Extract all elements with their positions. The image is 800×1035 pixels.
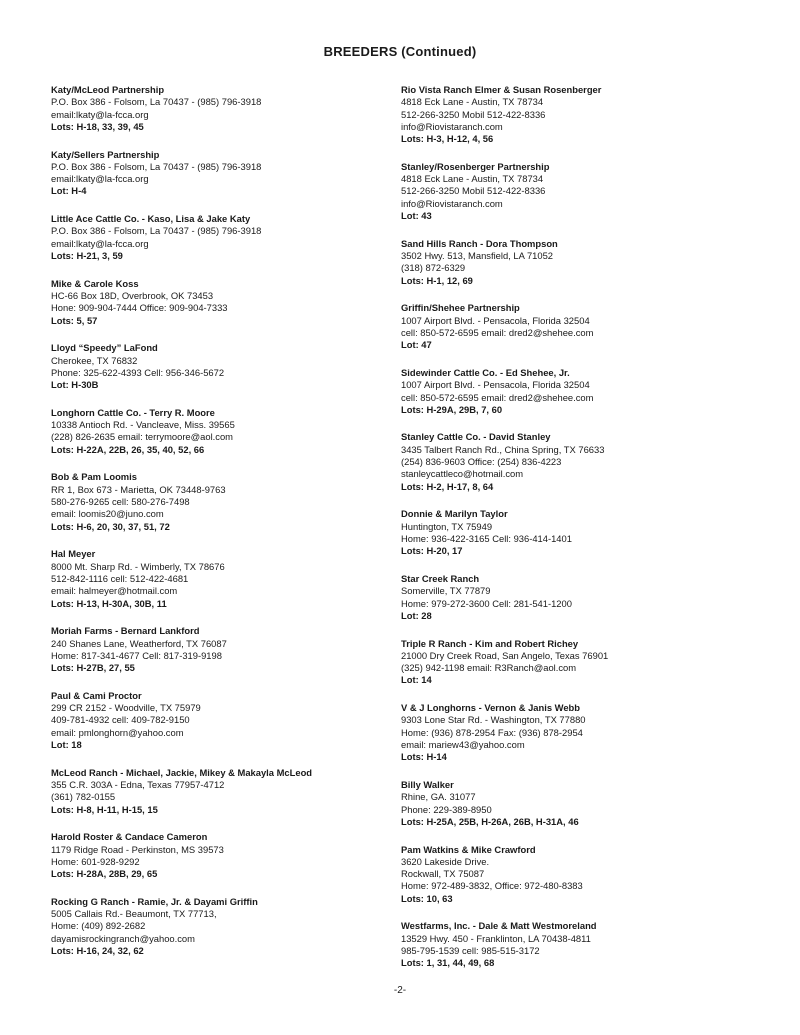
breeder-contact-line: Somerville, TX 77879 — [401, 585, 491, 597]
breeder-contact-line: 512-842-1116 cell: 512-422-4681 — [51, 572, 189, 584]
breeder-contact-line: 4818 Eck Lane - Austin, TX 78734 — [401, 173, 544, 185]
breeder-contact-line: 580-276-9265 cell: 580-276-7498 — [51, 496, 190, 508]
breeder-contact-line: Home: (409) 892-2682 — [51, 920, 146, 932]
breeder-entry — [401, 302, 761, 351]
breeder-name: Westfarms, Inc. - Dale & Matt Westmoreland — [401, 920, 597, 932]
breeder-lots: Lots: H-29A, 29B, 7, 60 — [401, 403, 503, 415]
breeder-contact-line: Rhine, GA. 31077 — [401, 791, 476, 803]
breeder-entry — [51, 896, 411, 957]
breeder-lots: Lot: H-30B — [51, 379, 99, 391]
breeder-lots: Lots: H-28A, 28B, 29, 65 — [51, 868, 158, 880]
breeder-lots: Lots: H-20, 17 — [401, 545, 463, 557]
breeder-contact-line: 409-781-4932 cell: 409-782-9150 — [51, 714, 190, 726]
breeder-contact-line: (228) 826-2635 email: terrymoore@aol.com — [51, 431, 233, 443]
breeder-entry — [51, 342, 411, 391]
breeder-entry — [51, 407, 411, 456]
breeder-lots: Lots: 10, 63 — [401, 892, 453, 904]
page-title: BREEDERS (Continued) — [323, 44, 477, 59]
breeder-name: Rio Vista Ranch Elmer & Susan Rosenberger — [401, 84, 602, 95]
breeder-contact-line: 985-795-1539 cell: 985-515-3172 — [401, 945, 540, 957]
breeder-entry — [51, 278, 411, 327]
breeder-contact-line: 4818 Eck Lane - Austin, TX 78734 — [401, 96, 544, 108]
breeder-lots: Lot: 18 — [51, 738, 82, 750]
breeder-name: Lloyd “Speedy” LaFond — [51, 342, 158, 354]
breeder-entry — [51, 831, 411, 880]
breeder-name: Bob & Pam Loomis — [51, 471, 137, 483]
breeder-contact-line: Home: 817-341-4677 Cell: 817-319-9198 — [51, 649, 222, 661]
breeder-name: McLeod Ranch - Michael, Jackie, Mikey & Makayla McLeod — [51, 766, 313, 778]
breeder-entry — [401, 367, 761, 416]
breeder-contact-line: Home: 972-489-3832, Office: 972-480-8383 — [401, 880, 583, 892]
breeder-contact-line: Phone: 325-622-4393 Cell: 956-346-5672 — [51, 366, 225, 378]
breeder-entry — [51, 149, 411, 198]
breeder-name: Harold Roster & Candace Cameron — [51, 831, 208, 843]
breeder-contact-line: 8000 Mt. Sharp Rd. - Wimberly, TX 78676 — [51, 560, 225, 572]
breeder-entry — [51, 471, 411, 532]
breeder-lots: Lots: H-1, 12, 69 — [401, 274, 473, 286]
breeder-contact-line: email:lkaty@la-fcca.org — [51, 108, 149, 120]
breeder-lots: Lots: H-21, 3, 59 — [51, 250, 123, 262]
breeder-name: V & J Longhorns - Vernon & Janis Webb — [401, 702, 581, 714]
breeder-lots: Lots: H-13, H-30A, 30B, 11 — [51, 597, 167, 609]
breeder-contact-line: 1007 Airport Blvd. - Pensacola, Florida 32504 — [401, 314, 590, 326]
breeder-contact-line: 299 CR 2152 - Woodville, TX 75979 — [51, 702, 201, 714]
breeder-name: Moriah Farms - Bernard Lankford — [51, 625, 200, 637]
breeder-entry — [401, 702, 761, 763]
breeder-lots: Lots: H-2, H-17, 8, 64 — [401, 480, 494, 492]
breeder-contact-line: Rockwall, TX 75087 — [401, 868, 485, 880]
breeder-contact-line: Cherokee, TX 76832 — [51, 354, 138, 366]
breeder-name: Billy Walker — [401, 778, 454, 790]
breeder-entry — [401, 84, 761, 145]
breeder-contact-line: 13529 Hwy. 450 - Franklinton, LA 70438-4811 — [401, 932, 591, 944]
page-number: -2- — [393, 985, 407, 996]
breeder-contact-line: email:lkaty@la-fcca.org — [51, 173, 149, 185]
breeder-contact-line: (254) 836-9603 Office: (254) 836-4223 — [401, 456, 562, 468]
breeder-entry — [401, 161, 761, 222]
breeder-entry — [51, 213, 411, 262]
breeder-contact-line: HC-66 Box 18D, Overbrook, OK 73453 — [51, 290, 214, 302]
breeder-contact-line: (361) 782-0155 — [51, 791, 116, 803]
breeder-lots: Lots: H-14 — [401, 751, 447, 763]
breeder-name: Mike & Carole Koss — [51, 277, 139, 289]
breeder-entry — [51, 548, 411, 609]
breeder-name: Longhorn Cattle Co. - Terry R. Moore — [51, 406, 215, 418]
breeder-contact-line: info@Riovistaranch.com — [401, 197, 503, 209]
breeder-lots: Lots: H-3, H-12, 4, 56 — [401, 133, 494, 145]
breeder-name: Sand Hills Ranch - Dora Thompson — [401, 237, 558, 249]
breeder-lots: Lots: 1, 31, 44, 49, 68 — [401, 957, 495, 969]
breeder-lots: Lots: H-16, 24, 32, 62 — [51, 945, 144, 957]
breeder-entry — [51, 625, 411, 674]
breeder-lots: Lots: H-8, H-11, H-15, 15 — [51, 803, 158, 815]
breeder-lots: Lots: 5, 57 — [51, 314, 98, 326]
breeder-name: Little Ace Cattle Co. - Kaso, Lisa & Jake Katy — [51, 213, 251, 225]
breeder-lots: Lot: 43 — [401, 210, 432, 222]
breeder-contact-line: 512-266-3250 Mobil 512-422-8336 — [401, 108, 546, 120]
breeder-lots: Lots: H-25A, 25B, H-26A, 26B, H-31A, 46 — [401, 815, 579, 827]
breeder-name: Griffin/Shehee Partnership — [401, 302, 520, 314]
breeder-entry — [401, 638, 761, 687]
breeder-contact-line: 3620 Lakeside Drive. — [401, 855, 490, 867]
breeder-contact-line: Phone: 229-389-8950 — [401, 803, 492, 815]
breeder-contact-line: email:lkaty@la-fcca.org — [51, 237, 149, 249]
breeder-name: Rocking G Ranch - Ramie, Jr. & Dayami Griffin — [51, 895, 258, 907]
breeder-contact-line: 1179 Ridge Road - Perkinston, MS 39573 — [51, 843, 224, 855]
breeders-column-right — [401, 84, 761, 985]
breeder-name: Triple R Ranch - Kim and Robert Richey — [401, 637, 579, 649]
breeder-contact-line: P.O. Box 386 - Folsom, La 70437 - (985) 796-3918 — [51, 160, 262, 172]
breeder-entry — [51, 690, 411, 751]
breeder-entry — [401, 508, 761, 557]
breeder-contact-line: 240 Shanes Lane, Weatherford, TX 76087 — [51, 637, 227, 649]
breeder-contact-line: dayamisrockingranch@yahoo.com — [51, 932, 195, 944]
breeder-contact-line: 21000 Dry Creek Road, San Angelo, Texas 76901 — [401, 649, 609, 661]
breeder-contact-line: cell: 850-572-6595 email: dred2@shehee.com — [401, 391, 594, 403]
breeder-entry — [401, 573, 761, 622]
breeder-entry — [51, 84, 411, 133]
breeder-entry — [401, 920, 761, 969]
breeder-contact-line: RR 1, Box 673 - Marietta, OK 73448-9763 — [51, 483, 226, 495]
breeder-name: Stanley Cattle Co. - David Stanley — [401, 431, 551, 443]
breeder-name: Donnie & Marilyn Taylor — [401, 508, 508, 520]
breeder-contact-line: (325) 942-1198 email: R3Ranch@aol.com — [401, 662, 577, 674]
breeder-lots: Lots: H-22A, 22B, 26, 35, 40, 52, 66 — [51, 443, 205, 455]
breeder-name: Pam Watkins & Mike Crawford — [401, 843, 536, 855]
breeder-entry — [401, 431, 761, 492]
breeder-name: Hal Meyer — [51, 548, 96, 560]
breeder-name: Star Creek Ranch — [401, 572, 480, 584]
breeder-lots: Lot: H-4 — [51, 185, 87, 197]
breeder-contact-line: Home: 936-422-3165 Cell: 936-414-1401 — [401, 532, 572, 544]
breeder-lots: Lots: H-18, 33, 39, 45 — [51, 120, 144, 132]
breeder-contact-line: info@Riovistaranch.com — [401, 120, 503, 132]
breeder-contact-line: Home: 601-928-9292 — [51, 855, 140, 867]
breeder-contact-line: email: loomis20@juno.com — [51, 508, 164, 520]
breeder-name: Paul & Cami Proctor — [51, 689, 142, 701]
breeder-lots: Lots: H-27B, 27, 55 — [51, 662, 135, 674]
breeder-entry — [401, 779, 761, 828]
breeders-column-left — [51, 84, 411, 973]
breeder-contact-line: Hone: 909-904-7444 Office: 909-904-7333 — [51, 302, 228, 314]
breeder-contact-line: (318) 872-6329 — [401, 262, 466, 274]
breeder-contact-line: email: pmlonghorn@yahoo.com — [51, 726, 184, 738]
breeder-contact-line: email: halmeyer@hotmail.com — [51, 585, 178, 597]
breeder-entry — [51, 767, 411, 816]
breeder-contact-line: Huntington, TX 75949 — [401, 520, 493, 532]
breeder-name: Sidewinder Cattle Co. - Ed Shehee, Jr. — [401, 366, 570, 378]
breeder-lots: Lot: 28 — [401, 609, 432, 621]
breeder-entry — [401, 844, 761, 905]
breeder-contact-line: 3435 Talbert Ranch Rd., China Spring, TX 76633 — [401, 443, 605, 455]
breeder-contact-line: stanleycattleco@hotmail.com — [401, 468, 524, 480]
breeder-lots: Lot: 14 — [401, 674, 432, 686]
breeder-contact-line: P.O. Box 386 - Folsom, La 70437 - (985) 796-3918 — [51, 225, 262, 237]
breeder-lots: Lots: H-6, 20, 30, 37, 51, 72 — [51, 520, 170, 532]
breeder-contact-line: Home: 979-272-3600 Cell: 281-541-1200 — [401, 597, 572, 609]
breeder-contact-line: P.O. Box 386 - Folsom, La 70437 - (985) 796-3918 — [51, 96, 262, 108]
breeder-contact-line: 5005 Callais Rd.- Beaumont, TX 77713, — [51, 908, 217, 920]
breeder-lots: Lot: 47 — [401, 339, 432, 351]
breeder-contact-line: 9303 Lone Star Rd. - Washington, TX 77880 — [401, 714, 586, 726]
breeder-contact-line: 1007 Airport Blvd. - Pensacola, Florida 32504 — [401, 379, 590, 391]
breeder-contact-line: 512-266-3250 Mobil 512-422-8336 — [401, 185, 546, 197]
breeder-contact-line: 355 C.R. 303A - Edna, Texas 77957-4712 — [51, 778, 225, 790]
breeder-entry — [401, 238, 761, 287]
breeder-contact-line: cell: 850-572-6595 email: dred2@shehee.com — [401, 326, 594, 338]
breeder-contact-line: Home: (936) 878-2954 Fax: (936) 878-2954 — [401, 726, 583, 738]
breeder-name: Katy/Sellers Partnership — [51, 148, 160, 160]
breeder-contact-line: email: mariew43@yahoo.com — [401, 738, 525, 750]
breeder-contact-line: 10338 Antioch Rd. - Vancleave, Miss. 39565 — [51, 419, 235, 431]
breeder-name: Stanley/Rosenberger Partnership — [401, 160, 550, 172]
breeder-name: Katy/McLeod Partnership — [51, 84, 165, 95]
breeder-contact-line: 3502 Hwy. 513, Mansfield, LA 71052 — [401, 250, 554, 262]
